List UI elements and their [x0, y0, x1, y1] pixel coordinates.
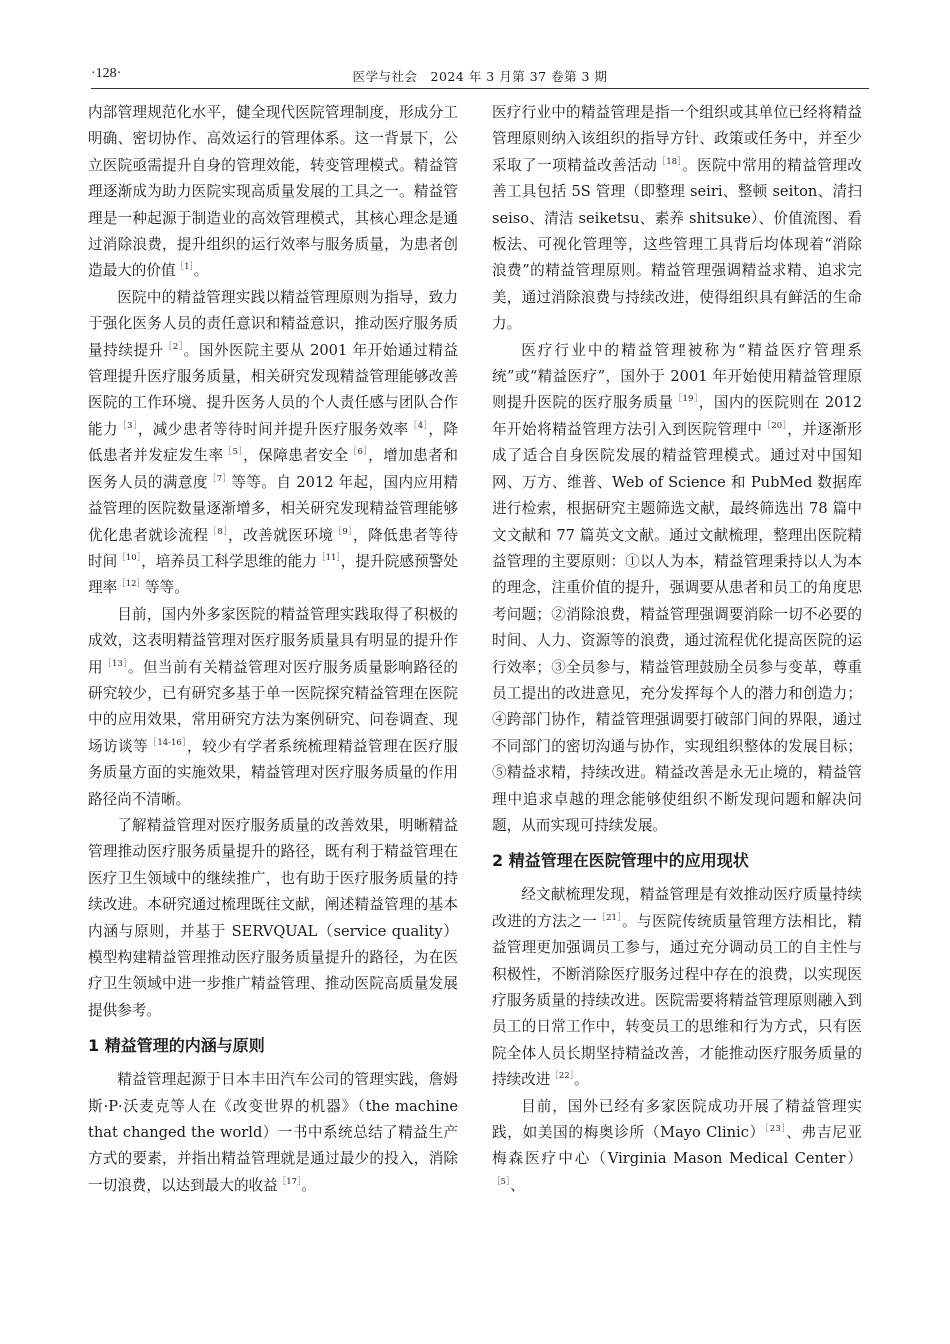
citation[interactable]: ［13］ — [103, 658, 128, 669]
citation[interactable]: ［10］ — [117, 552, 142, 563]
citation[interactable]: ［2］ — [163, 341, 184, 352]
citation[interactable]: ［1］ — [175, 262, 194, 273]
left-column — [88, 100, 458, 1199]
right-column — [492, 100, 862, 1199]
citation[interactable]: ［5］ — [492, 1176, 511, 1187]
citation[interactable]: ［6］ — [348, 447, 369, 458]
paragraph: 目前，国内外多家医院的精益管理实践取得了积极的成效，这表明精益管理对医疗服务质量具有明显的提升作用$^{[13]}$。但当前有关精益管理对医疗服务质量影响路径的研究较少，已有研究多基于单一医院探究精益管理在医院中的应用效果，常用研究方法为案例研究、问卷调查、现场访谈等$^{[14-16]}$，较少有学者系统梳理精益管理在医疗服务质量方面的实施效果，精益管理对医疗服务质量的作用路径尚不清晰。 — [88, 605, 458, 808]
citation[interactable]: ［12］ — [117, 579, 146, 590]
section-heading-1: 1 精益管理的内涵与原则 — [88, 1036, 265, 1056]
paragraph: 精益管理起源于日本丰田汽车公司的管理实践，詹姆斯·P·沃麦克等人在《改变世界的机器》（the machine that changed the world）一书中系统总结了精益生产方式的要素，并指出精益管理就是通过最少的投入，消除一切浪费，以达到最大的收益$^{[17]}$。 — [88, 1071, 458, 1194]
paragraph: 医疗行业中的精益管理是指一个组织或其单位已经将精益管理原则纳入该组织的指导方针、政策或任务中，并至少采取了一项精益改善活动$^{[18]}$。医院中常用的精益管理改善工具包括 5S 管理（即整理 seiri、整顿 seiton、清扫 seiso、清洁 seiketsu、素养 shitsuke）、价值流图、看板法、可视化管理等，这些管理工具背后均体现着“消除浪费”的精益管理原则。精益管理强调精益求精、追求完美，通过消除浪费与持续改进，使得组织具有鲜活的生命力。 — [492, 104, 862, 333]
paragraph: 了解精益管理对医疗服务质量的改善效果，明晰精益管理推动医疗服务质量提升的路径，既有利于精益管理在医疗卫生领域中的继续推广，也有助于医疗服务质量的持续改进。本研究通过梳理既往文献，阐述精益管理的基本内涵与原则，并基于 SERVQUAL（service quality）模型构建精益管理推动医疗服务质量提升的路径，为在医疗卫生领域中进一步推广精益管理、推动医院高质量发展提供参考。 — [88, 816, 458, 1019]
paragraph: 经文献梳理发现，精益管理是有效推动医疗质量持续改进的方法之一$^{[21]}$。与医院传统质量管理方法相比，精益管理更加强调员工参与，通过充分调动员工的自主性与积极性，不断消除医疗服务过程中存在的浪费，以实现医疗服务质量的持续改进。医院需要将精益管理原则融入到员工的日常工作中，转变员工的思维和行为方式，只有医院全体人员长期坚持精益改善，才能推动医疗服务质量的持续改进$^{[22]}$。 — [492, 886, 862, 1089]
citation[interactable]: ［22］ — [550, 1071, 574, 1082]
paragraph: 医院中的精益管理实践以精益管理原则为指导，致力于强化医务人员的责任意识和精益意识，推动医疗服务质量持续提升$^{[2]}$。国外医院主要从 2001 年开始通过精益管理提升医疗服务质量，相关研究发现精益管理能够改善医院的工作环境、提升医务人员的个人责任感与团队合作能力$^{[3]}$，减少患者等待时间并提升医疗服务效率$^{[4]}$，降低患者并发症发生率$^{[5]}$，保障患者安全$^{[6]}$，增加患者和医务人员的满意度$^{[7]}$等等。自 2012 年起，国内应用精益管理的医院数量逐渐增多，相关研究发现精益管理能够优化患者就诊流程$^{[8]}$，改善就医环境$^{[9]}$，降低患者等待时间$^{[10]}$，培养员工科学思维的能力$^{[11]}$，提升院感预警处理率$^{[12]}$等等。 — [88, 288, 458, 597]
running-header — [91, 64, 869, 89]
paragraph: 医疗行业中的精益管理被称为“精益医疗管理系统”或“精益医疗”，国外于 2001 年开始使用精益管理原则提升医院的医疗服务质量$^{[19]}$，国内的医院则在 2012 年开始将精益管理方法引入到医院管理中$^{[20]}$，并逐渐形成了适合自身医院发展的精益管理模式。通过对中国知网、万方、维普、Web of Science 和 PubMed 数据库进行检索，根据研究主题筛选文献，最终筛选出 78 篇中文文献和 77 篇英文文献。通过文献梳理，整理出医院精益管理的主要原则：①以人为本，精益管理秉持以人为本的理念，注重价值的提升，强调要从患者和员工的角度思考问题；②消除浪费，精益管理强调要消除一切不必要的时间、人力、资源等的浪费，通过流程优化提高医院的运行效率；③全员参与，精益管理鼓励全员参与变革，尊重员工提出的改进意见，充分发挥每个人的潜力和创造力；④跨部门协作，精益管理强调要打破部门间的界限，通过不同部门的密切沟通与协作，实现组织整体的发展目标；⑤精益求精，持续改进。精益改善是永无止境的，精益管理中追求卓越的理念能够使组织不断发现问题和解决问题，从而实现可持续发展。 — [492, 341, 862, 834]
citation[interactable]: ［4］ — [408, 420, 429, 431]
citation[interactable]: ［21］ — [597, 912, 623, 923]
citation[interactable]: ［14-16］ — [148, 737, 188, 748]
citation[interactable]: ［23］ — [764, 1124, 787, 1135]
page-number: ·128· — [91, 66, 122, 81]
citation[interactable]: ［17］ — [277, 1176, 302, 1187]
citation[interactable]: ［11］ — [317, 552, 341, 563]
citation[interactable]: ［19］ — [673, 394, 699, 405]
citation[interactable]: ［20］ — [762, 420, 788, 431]
citation[interactable]: ［8］ — [208, 526, 229, 537]
journal-info: 医学与社会 2024 年 3 月第 37 卷第 3 期 — [352, 69, 608, 84]
citation[interactable]: ［7］ — [207, 473, 232, 484]
paragraph: 内部管理规范化水平，健全现代医院管理制度，形成分工明确、密切协作、高效运行的管理体系。这一背景下，公立医院亟需提升自身的管理效能，转变管理模式。精益管理逐渐成为助力医院实现高质量发展的工具之一。精益管理是一种起源于制造业的高效管理模式，其核心理念是通过消除浪费，提升组织的运行效率与服务质量，为患者创造最大的价值$^{[1]}$。 — [88, 104, 458, 280]
citation[interactable]: ［18］ — [657, 156, 683, 167]
paragraph: 目前，国外已经有多家医院成功开展了精益管理实践，如美国的梅奥诊所（Mayo Clinic）$^{[23]}$、弗吉尼亚梅森医疗中心（Virginia Mason Medical Center）$^{[5]}$、 — [492, 1097, 862, 1194]
citation[interactable]: ［9］ — [333, 526, 354, 537]
citation[interactable]: ［5］ — [223, 447, 244, 458]
citation[interactable]: ［3］ — [118, 420, 138, 431]
section-heading-2: 2 精益管理在医院管理中的应用现状 — [492, 851, 749, 871]
